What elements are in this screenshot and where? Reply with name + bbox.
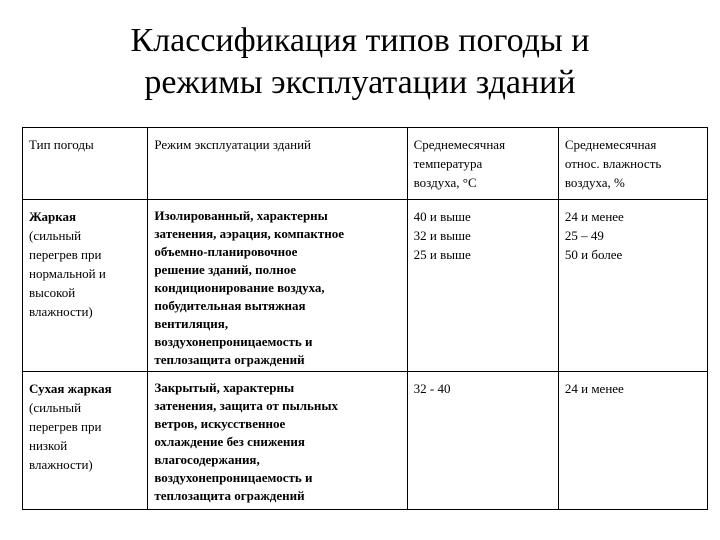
weather-type-cell xyxy=(23,200,148,372)
weather-classification-table xyxy=(22,127,708,510)
humidity-value: 24 и менее xyxy=(564,209,624,224)
weather-type-desc-line: низкой xyxy=(29,438,68,453)
page-title xyxy=(0,20,720,104)
header-text: воздуха, °С xyxy=(413,175,477,190)
header-text: относ. влажность xyxy=(564,156,662,171)
humidity-value: 25 – 49 xyxy=(564,228,604,243)
humidity-cell xyxy=(558,200,707,372)
header-operation-mode xyxy=(148,128,407,200)
weather-type-desc-line: перегрев при xyxy=(29,419,102,434)
header-text: Режим эксплуатации зданий xyxy=(154,137,312,152)
mode-line: кондиционирование воздуха, xyxy=(154,280,325,295)
header-text: температура xyxy=(413,156,483,171)
temperature-value: 40 и выше xyxy=(413,209,471,224)
header-weather-type xyxy=(23,128,148,200)
weather-type-desc-line: влажности) xyxy=(29,304,93,319)
mode-line: теплозащита ограждений xyxy=(154,488,305,503)
temperature-value: 32 - 40 xyxy=(413,381,451,396)
table-row xyxy=(23,372,708,510)
header-humidity xyxy=(558,128,707,200)
header-text: воздуха, % xyxy=(564,175,625,190)
weather-type-cell xyxy=(23,372,148,510)
mode-line: ветров, искусственное xyxy=(154,416,286,431)
humidity-cell xyxy=(558,372,707,510)
title-line-1: Классификация типов погоды и xyxy=(130,22,590,59)
mode-line: решение зданий, полное xyxy=(154,262,296,277)
operation-mode-cell xyxy=(148,200,407,372)
operation-mode-cell xyxy=(148,372,407,510)
mode-line: Изолированный, характерны xyxy=(154,208,328,223)
mode-line: затенения, аэрация, компактное xyxy=(154,226,345,241)
mode-line: воздухонепроницаемость и xyxy=(154,470,313,485)
header-text: Среднемесячная xyxy=(564,137,657,152)
weather-type-desc-line: нормальной и xyxy=(29,266,106,281)
mode-line: воздухонепроницаемость и xyxy=(154,334,313,349)
temperature-cell xyxy=(407,200,558,372)
weather-type-desc-line: высокой xyxy=(29,285,76,300)
weather-type-desc-line: влажности) xyxy=(29,457,93,472)
table-header-row xyxy=(23,128,708,200)
mode-line: Закрытый, характерны xyxy=(154,380,295,395)
mode-line: затенения, защита от пыльных xyxy=(154,398,339,413)
temperature-value: 25 и выше xyxy=(413,247,471,262)
header-text: Среднемесячная xyxy=(413,137,506,152)
temperature-cell xyxy=(407,372,558,510)
title-line-2: режимы эксплуатации зданий xyxy=(144,64,576,101)
mode-line: охлаждение без снижения xyxy=(154,434,305,449)
mode-line: влагосодержания, xyxy=(154,452,260,467)
weather-type-name: Сухая жаркая xyxy=(29,381,112,396)
weather-type-desc-line: перегрев при xyxy=(29,247,102,262)
header-text: Тип погоды xyxy=(29,137,94,152)
table-row xyxy=(23,200,708,372)
mode-line: теплозащита ограждений xyxy=(154,352,305,367)
mode-line: вентиляция, xyxy=(154,316,229,331)
humidity-value: 24 и менее xyxy=(564,381,624,396)
temperature-value: 32 и выше xyxy=(413,228,471,243)
mode-line: побудительная вытяжная xyxy=(154,298,306,313)
weather-type-desc-line: (сильный xyxy=(29,400,82,415)
humidity-value: 50 и более xyxy=(564,247,623,262)
weather-type-desc-line: (сильный xyxy=(29,228,82,243)
mode-line: объемно-планировочное xyxy=(154,244,298,259)
weather-type-name: Жаркая xyxy=(29,209,77,224)
header-temperature xyxy=(407,128,558,200)
